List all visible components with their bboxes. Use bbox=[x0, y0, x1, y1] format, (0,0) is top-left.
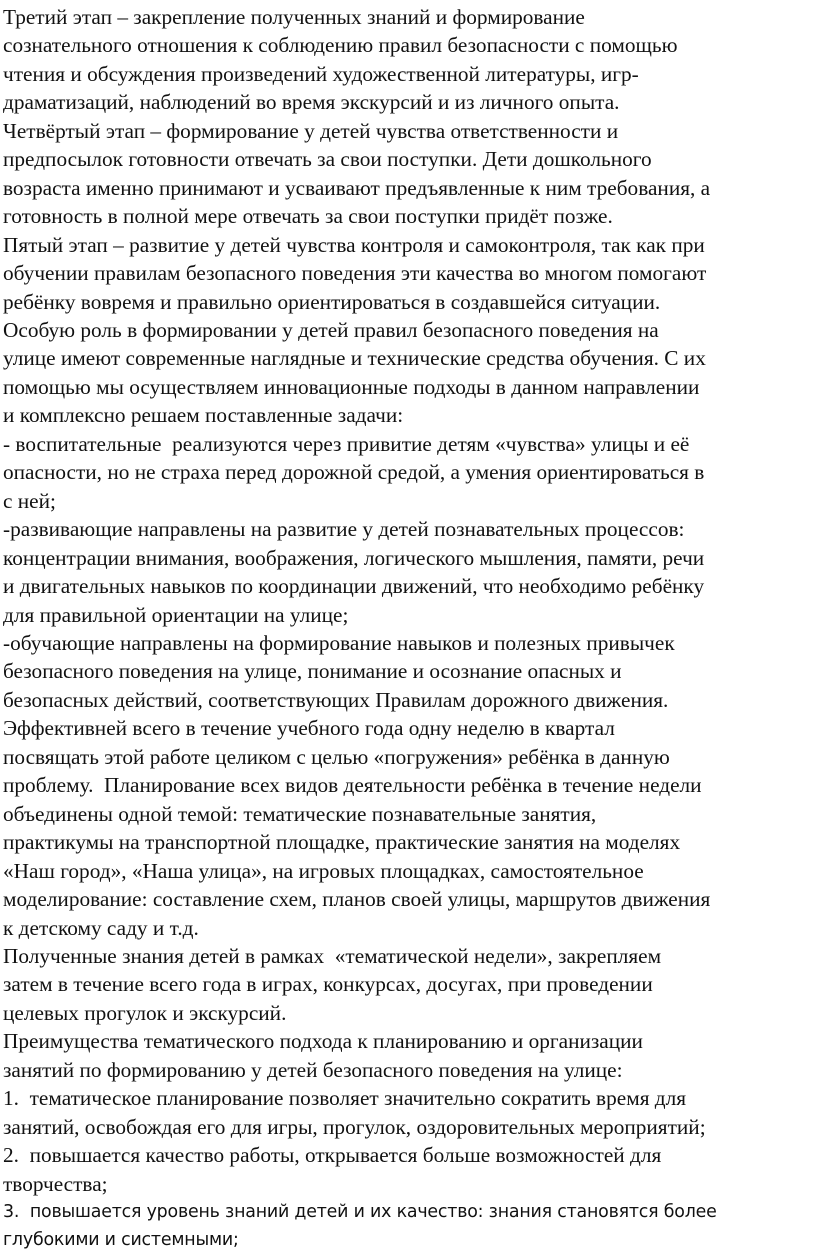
numbered-item-2: 2. повышается качество работы, открывается больше возможностей для творчества; bbox=[3, 1143, 662, 1196]
list-item-educational: - воспитательные реализуются через привитие детям «чувства» улицы и её опасности, но не страха перед дорожной средой, а умения ориентироваться в с ней; bbox=[3, 431, 705, 513]
list-item-developmental: -развивающие направлены на развитие у детей познавательных процессов: концентрации внимания, воображения, логического мышления, памяти, речи и двигательных навыков по координации движений, что необходимо ребёнку для правильной ориентации на улице; bbox=[3, 517, 705, 627]
paragraph-teaching-aids: Особую роль в формировании у детей правил безопасного поведения на улице имеют современные наглядные и технические средства обучения. С их помощью мы осуществляем инновационные подходы в данном направлении и комплексно решаем поставленные задачи: bbox=[3, 317, 706, 428]
paragraph-advantages-intro: Преимущества тематического подхода к планированию и организации занятий по формированию у детей безопасного поведения на улице: bbox=[3, 1029, 643, 1082]
numbered-item-3: 3. повышается уровень знаний детей и их качество: знания становятся более глубокими и системными; bbox=[3, 1202, 717, 1251]
paragraph-thematic-week: Эффективней всего в течение учебного года одну неделю в квартал посвящать этой работе целиком с целью «погружения» ребёнка в данную проблему. Планирование всех видов деятельности ребёнка в течение недели объединены одной темой: тематические познавательные занятия, практикумы на транспортной площадке, практические занятия на моделях «Наш город», «Наша улица», на игровых площадках, самостоятельное моделирование: составление схем, планов своей улицы, маршрутов движения к детскому саду и т.д. bbox=[3, 716, 711, 940]
paragraph-stage-5: Пятый этап – развитие у детей чувства контроля и самоконтроля, так как при обучении правилам безопасного поведения эти качества во многом помогают ребёнку вовремя и правильно ориентироваться в создавшейся ситуации. bbox=[3, 232, 707, 314]
paragraph-stage-4: Четвёртый этап – формирование у детей чувства ответственности и предпосылок готовности отвечать за свои поступки. Дети дошкольного возраста именно принимают и усваивают предъявленные к ним требования, а готовность в полной мере отвечать за свои поступки придёт позже. bbox=[3, 118, 711, 229]
paragraph-stage-3: Третий этап – закрепление полученных знаний и формирование сознательного отношения к соблюдению правил безопасности с помощью чтения и обсуждения произведений художественной литературы, игр- драматизаций, наблюдений во время экскурсий и из личного опыта. bbox=[3, 5, 678, 115]
list-item-instructional: -обучающие направлены на формирование навыков и полезных привычек безопасного поведения на улице, понимание и осознание опасных и безопасных действий, соответствующих Правилам дорожного движения. bbox=[3, 630, 675, 712]
numbered-item-1: 1. тематическое планирование позволяет значительно сократить время для занятий, освобождая его для игры, прогулок, оздоровительных мероприятий; bbox=[3, 1086, 706, 1139]
paragraph-knowledge-consolidation: Полученные знания детей в рамках «тематической недели», закрепляем затем в течение всего года в играх, конкурсах, досугах, при проведении целевых прогулок и экскурсий. bbox=[3, 943, 662, 1025]
